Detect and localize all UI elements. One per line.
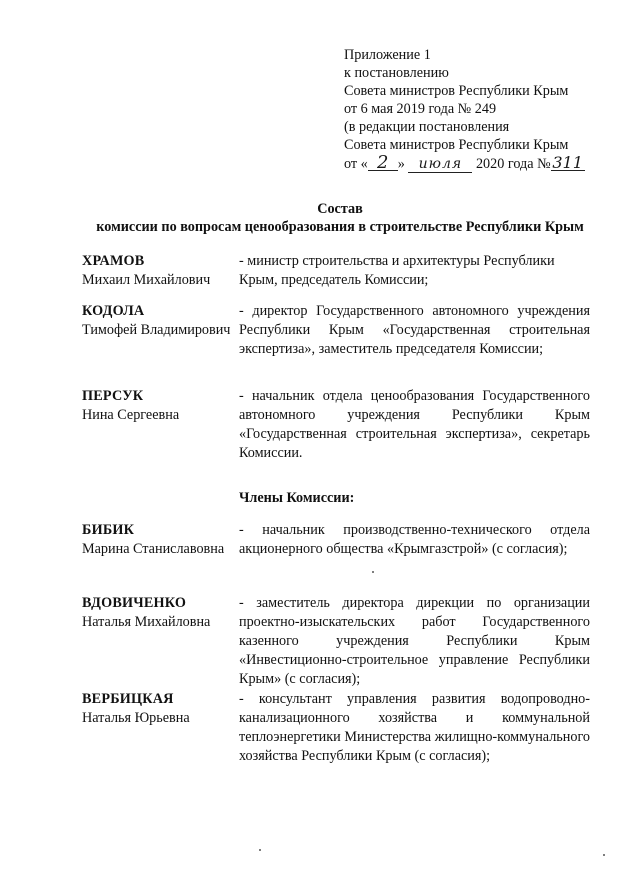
appendix-block — [344, 46, 634, 173]
given-name: Нина Сергеевна — [82, 407, 180, 424]
handwritten-number: 311 — [552, 152, 583, 172]
date-prefix: от « — [344, 155, 368, 172]
appendix-date-line — [344, 151, 634, 173]
members-heading: Члены Комиссии: — [239, 490, 355, 506]
person-name — [82, 594, 237, 632]
appendix-line: Совета министров Республики Крым — [344, 83, 569, 100]
scan-speck — [259, 849, 261, 851]
scan-speck — [372, 571, 374, 573]
person-name — [82, 252, 237, 290]
surname: БИБИК — [82, 522, 135, 538]
appendix-line: к постановлению — [344, 65, 449, 82]
role-description: - начальник производственно-технического отдела акционерного общества «Крымгазстрой» (с согласия); — [239, 522, 590, 558]
date-year: 2020 года № — [475, 155, 551, 172]
person-name — [82, 521, 237, 559]
role-description: - заместитель директора дирекции по организации проектно-изыскательских работ Государственного казенного учреждения Республики Крым «Инвестиционно-строительное управление Республики Крым» (с согласия); — [239, 595, 590, 688]
title-line-2: комиссии по вопросам ценообразования в строительстве Республики Крым — [96, 219, 584, 235]
appendix-line: от 6 мая 2019 года № 249 — [344, 101, 497, 118]
role-description: - директор Государственного автономного учреждения Республики Крым «Государственная строительная экспертиза», заместитель председателя Комиссии; — [239, 303, 590, 358]
appendix-line: (в редакции постановления — [344, 119, 510, 136]
given-name: Наталья Михайловна — [82, 614, 211, 631]
surname: КОДОЛА — [82, 303, 145, 319]
person-name — [82, 387, 237, 425]
given-name: Марина Станиславовна — [82, 541, 225, 558]
given-name: Тимофей Владимирович — [82, 322, 231, 339]
role-description: - консультант управления развития водопроводно-канализационного хозяйства и коммунальной теплоэнергетики Министерства жилищно-коммунального хозяйства Республики Крым (с согласия); — [239, 691, 590, 765]
surname: ХРАМОВ — [82, 253, 145, 269]
scan-speck — [603, 854, 605, 856]
handwritten-day: 2 — [368, 155, 398, 171]
surname: ПЕРСУК — [82, 388, 144, 404]
date-mid: » — [397, 155, 405, 172]
role-description: - начальник отдела ценообразования Государственного автономного учреждения Республики Крым «Государственная строительная экспертиза», секретарь Комиссии. — [239, 388, 590, 462]
given-name: Михаил Михайлович — [82, 272, 211, 289]
appendix-line: Совета министров Республики Крым — [344, 137, 569, 154]
surname: ВДОВИЧЕНКО — [82, 595, 187, 611]
person-name — [82, 302, 237, 340]
handwritten-month: июля — [408, 157, 472, 173]
appendix-line: Приложение 1 — [344, 47, 431, 63]
surname: ВЕРБИЦКАЯ — [82, 691, 174, 707]
person-name — [82, 690, 237, 728]
title-line-1: Состав — [317, 201, 363, 217]
role-description: - министр строительства и архитектуры Республики Крым, председатель Комиссии; — [239, 253, 555, 289]
given-name: Наталья Юрьевна — [82, 710, 190, 727]
